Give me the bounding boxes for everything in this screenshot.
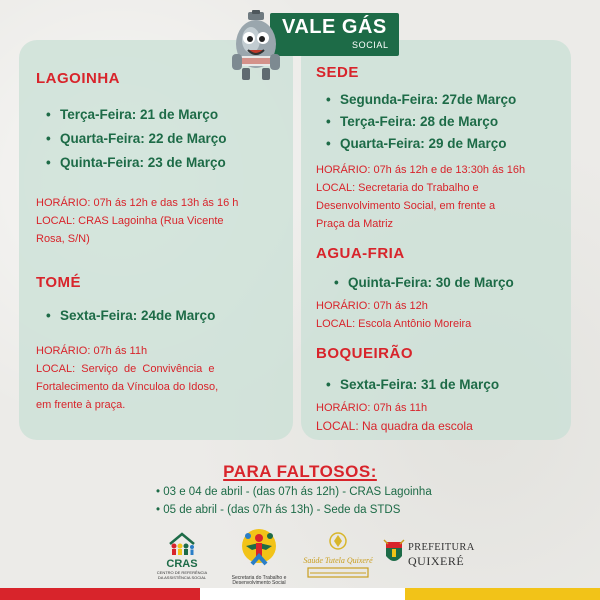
mesa-logo xyxy=(300,530,376,580)
footer-bar-red xyxy=(0,588,200,600)
footer-color-bar xyxy=(0,588,600,600)
sede-day-2: • Terça-Feira: 28 de Março xyxy=(326,114,499,129)
faltosos-line-1: • 03 e 04 de abril - (das 07h ás 12h) - CRAS Lagoinha xyxy=(156,486,432,498)
sede-local-line-2: Desenvolvimento Social, em frente a xyxy=(316,200,496,212)
prefeitura-logo xyxy=(382,538,478,572)
sede-horario: HORÁRIO: 07h ás 12h e de 13:30h ás 16h xyxy=(316,164,526,176)
sede-local-line-3: Praça da Matriz xyxy=(316,218,394,230)
lagoinha-horario: HORÁRIO: 07h ás 12h e das 13h ás 16 h xyxy=(36,197,239,209)
faltosos-title: PARA FALTOSOS: xyxy=(223,462,377,481)
faltosos-line-2: • 05 de abril - (das 07h ás 13h) - Sede da STDS xyxy=(156,504,401,516)
quixere-coat-of-arms-icon xyxy=(382,538,406,568)
prefeitura-line-2: QUIXERÉ xyxy=(408,554,465,568)
tome-local-line-2: Fortalecimento da Vínculoa do Idoso, xyxy=(36,381,219,393)
footer-bar-yellow xyxy=(405,588,600,600)
lagoinha-title: LAGOINHA xyxy=(36,70,120,87)
cras-caption-2: DA ASSISTÊNCIA SOCIAL xyxy=(157,575,207,580)
boqueirao-day-1: • Sexta-Feira: 31 de Março xyxy=(326,377,500,392)
gas-cylinder-mascot-icon xyxy=(228,10,290,82)
agua-fria-horario: HORÁRIO: 07h ás 12h xyxy=(316,300,428,312)
prefeitura-line-1: PREFEITURA xyxy=(408,542,475,553)
stds-caption-1: Secretaria do Trabalho e xyxy=(231,575,287,581)
mesa-emblem-icon xyxy=(300,530,376,552)
cras-caption-1: CENTRO DE REFERÊNCIA xyxy=(156,570,208,575)
boqueirao-title: BOQUEIRÃO xyxy=(316,345,414,362)
tome-title: TOMÉ xyxy=(36,274,82,291)
agua-fria-local-line-1: LOCAL: Escola Antônio Moreira xyxy=(316,318,472,330)
tome-horario: HORÁRIO: 07h ás 11h xyxy=(36,345,148,357)
sede-local-line-1: LOCAL: Secretaria do Trabalho e xyxy=(316,182,479,194)
boqueirao-local-line-1: LOCAL: Na quadra da escola xyxy=(316,419,473,433)
agua-fria-title: AGUA-FRIA xyxy=(316,245,405,262)
sede-day-3: • Quarta-Feira: 29 de Março xyxy=(326,136,507,151)
stds-logo xyxy=(226,526,292,586)
tome-local-line-3: em frente à praça. xyxy=(36,399,126,411)
sede-day-1: • Segunda-Feira: 27de Março xyxy=(326,92,517,107)
tome-day-1: • Sexta-Feira: 24de Março xyxy=(46,308,216,323)
boqueirao-horario: HORÁRIO: 07h ás 11h xyxy=(316,402,428,414)
lagoinha-day-2: • Quarta-Feira: 22 de Março xyxy=(46,131,227,146)
tome-local-line-1: LOCAL: Serviço de Convivência e xyxy=(36,363,215,375)
agua-fria-day-1: • Quinta-Feira: 30 de Março xyxy=(334,275,514,290)
stds-emblem-icon xyxy=(226,526,292,572)
sede-title: SEDE xyxy=(316,64,359,81)
stds-caption-2: Desenvolvimento Social xyxy=(232,580,286,586)
cras-people-icon xyxy=(152,532,212,556)
lagoinha-day-1: • Terça-Feira: 21 de Março xyxy=(46,107,219,122)
lagoinha-day-3: • Quinta-Feira: 23 de Março xyxy=(46,155,226,170)
lagoinha-local-line-2: Rosa, S/N) xyxy=(36,233,90,245)
lagoinha-local-line-1: LOCAL: CRAS Lagoinha (Rua Vicente xyxy=(36,215,224,227)
cras-wordmark: CRAS xyxy=(166,558,198,570)
page-subtitle: SOCIAL xyxy=(352,40,389,50)
mesa-text: Saúde Tutela Quixeré xyxy=(303,556,373,565)
page-title: VALE GÁS xyxy=(282,16,387,38)
footer-bar-white xyxy=(200,588,405,600)
mesa-banner-icon xyxy=(300,565,376,581)
cras-logo xyxy=(152,532,212,584)
